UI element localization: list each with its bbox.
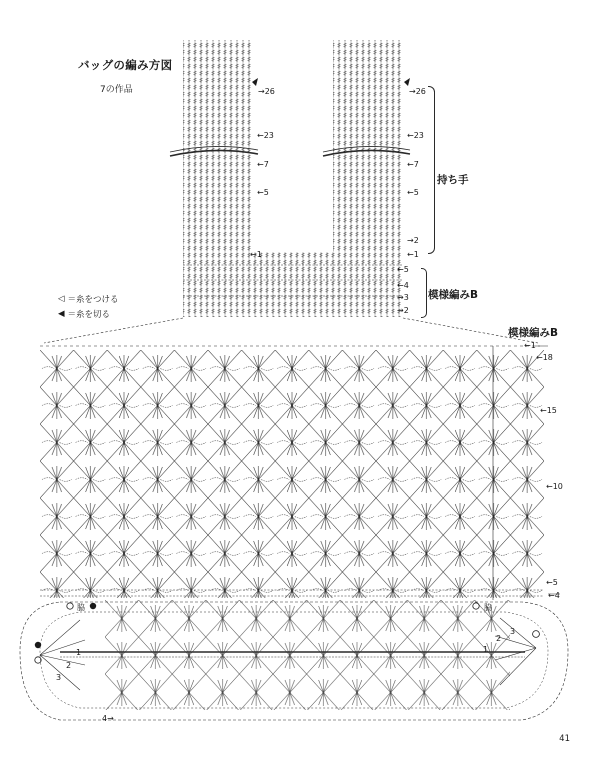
right-row-7: ←7 bbox=[407, 160, 419, 169]
body-lace-pattern bbox=[40, 350, 544, 598]
base-round-3-left: 3 bbox=[56, 673, 62, 682]
base-round-4: 4→ bbox=[102, 714, 114, 723]
base-round-2-right: 2 bbox=[496, 634, 502, 643]
right-row-26: →26 bbox=[409, 87, 426, 96]
body-row-15: ←15 bbox=[540, 406, 557, 415]
cut-marker-left bbox=[252, 78, 258, 86]
handle-right-stitches bbox=[333, 40, 403, 252]
strip-stitches bbox=[183, 252, 403, 317]
body-row-18: ←18 bbox=[536, 353, 553, 362]
right-row-5: ←5 bbox=[407, 188, 419, 197]
left-row-23: ←23 bbox=[257, 131, 274, 140]
page-number: 41 bbox=[559, 734, 570, 744]
handle-left-stitches bbox=[183, 40, 251, 252]
strip-row-4: ←4 bbox=[397, 281, 409, 290]
body-row-10: ←10 bbox=[546, 482, 563, 491]
left-row-26: →26 bbox=[258, 87, 275, 96]
strip-row-3: →3 bbox=[397, 293, 409, 302]
attach-yarn-icon: ◁ bbox=[58, 294, 65, 304]
handle-brace bbox=[428, 86, 435, 254]
body-row-1: ←1 bbox=[524, 341, 536, 350]
cut-yarn-icon: ◀ bbox=[58, 309, 65, 319]
base-round-2-left: 2 bbox=[66, 661, 72, 670]
body-row-5: ←5 bbox=[546, 578, 558, 587]
body-row-4: ←4 bbox=[548, 591, 560, 600]
handle-label: 持ち手 bbox=[437, 174, 469, 186]
side-mark-right: 脇 bbox=[484, 603, 492, 612]
right-row-2: →2 bbox=[407, 236, 419, 245]
legend-attach-text: ＝糸をつける bbox=[67, 295, 119, 305]
diagram-subtitle: 7の作品 bbox=[100, 85, 133, 95]
side-mark-left: 脇 bbox=[77, 603, 85, 612]
base-round-3-right: 3 bbox=[510, 627, 516, 636]
left-row-5: ←5 bbox=[257, 188, 269, 197]
left-row-1: ←1 bbox=[250, 250, 262, 259]
strip-brace bbox=[421, 268, 427, 318]
base-lace-pattern bbox=[105, 600, 510, 710]
strip-row-5: ←5 bbox=[397, 265, 409, 274]
base-start-dot bbox=[35, 642, 41, 648]
left-row-7: ←7 bbox=[257, 160, 269, 169]
pattern-b-main-label: 模様編みB bbox=[508, 327, 559, 339]
legend-cut-text: ＝糸を切る bbox=[67, 310, 111, 320]
cut-marker-right bbox=[404, 78, 410, 86]
pattern-b-upper-label: 模様編みB bbox=[428, 289, 479, 301]
right-row-23: ←23 bbox=[407, 131, 424, 140]
base-round-1-left: 1 bbox=[76, 648, 82, 657]
diagram-title: バッグの編み方図 bbox=[78, 58, 173, 72]
strip-row-2: →2 bbox=[397, 306, 409, 315]
base-round-1-right: 1 bbox=[483, 645, 489, 654]
right-row-1: ←1 bbox=[407, 250, 419, 259]
